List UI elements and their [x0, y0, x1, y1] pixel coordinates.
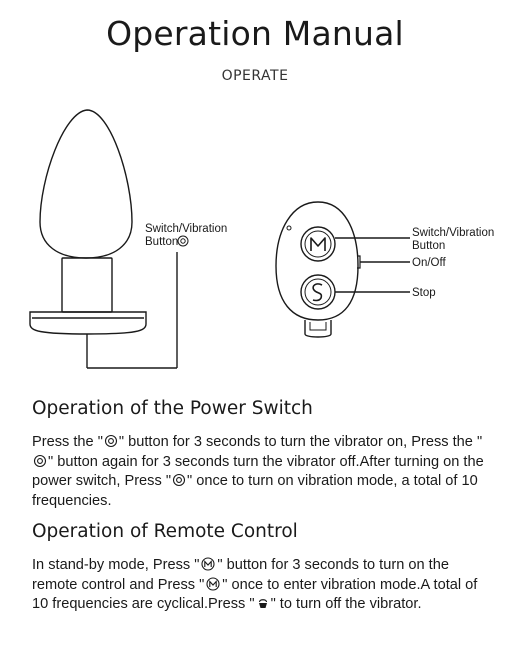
section-remote-heading: Operation of Remote Control [32, 521, 298, 542]
product-diagram [0, 95, 510, 380]
plug-neck [62, 258, 112, 312]
power-icon [33, 454, 47, 468]
stop-button-icon [256, 596, 270, 610]
plug-base [30, 312, 146, 334]
stop-button[interactable] [301, 275, 335, 309]
page-title: Operation Manual [106, 14, 404, 53]
m-button-icon [205, 577, 221, 591]
remote-label-onoff: On/Off [412, 257, 446, 269]
remote-label-switch-line1: Switch/Vibration [412, 227, 495, 239]
power-icon [104, 434, 118, 448]
remote-control [276, 202, 410, 337]
device-label-line2: Button [145, 236, 179, 248]
section-power-heading: Operation of the Power Switch [32, 398, 313, 419]
power-icon [172, 473, 186, 487]
remote-label-switch-line2: Button [412, 240, 446, 252]
device-label-line1: Switch/Vibration [145, 223, 228, 235]
power-icon [178, 236, 188, 246]
plug-bulb [40, 110, 132, 258]
remote-loop [305, 320, 331, 337]
m-button-icon [200, 557, 216, 571]
m-button[interactable] [301, 227, 335, 261]
remote-label-stop: Stop [412, 287, 436, 299]
section-remote-text: In stand-by mode, Press " " button for 3 seconds to turn on the remote control and Press " " once to enter vibration mode.A total of 10 frequencies are cyclical.Press " " to turn off the vibrator. [32, 557, 478, 613]
section-power-text: Press the " " button for 3 seconds to turn the vibrator on, Press the "" button again for 3 seconds turn the vibrator off.After turning on the power switch, Press " " once to turn on vibration mode, a total of 10 frequencies. [32, 434, 484, 509]
page-subtitle: OPERATE [221, 68, 289, 84]
